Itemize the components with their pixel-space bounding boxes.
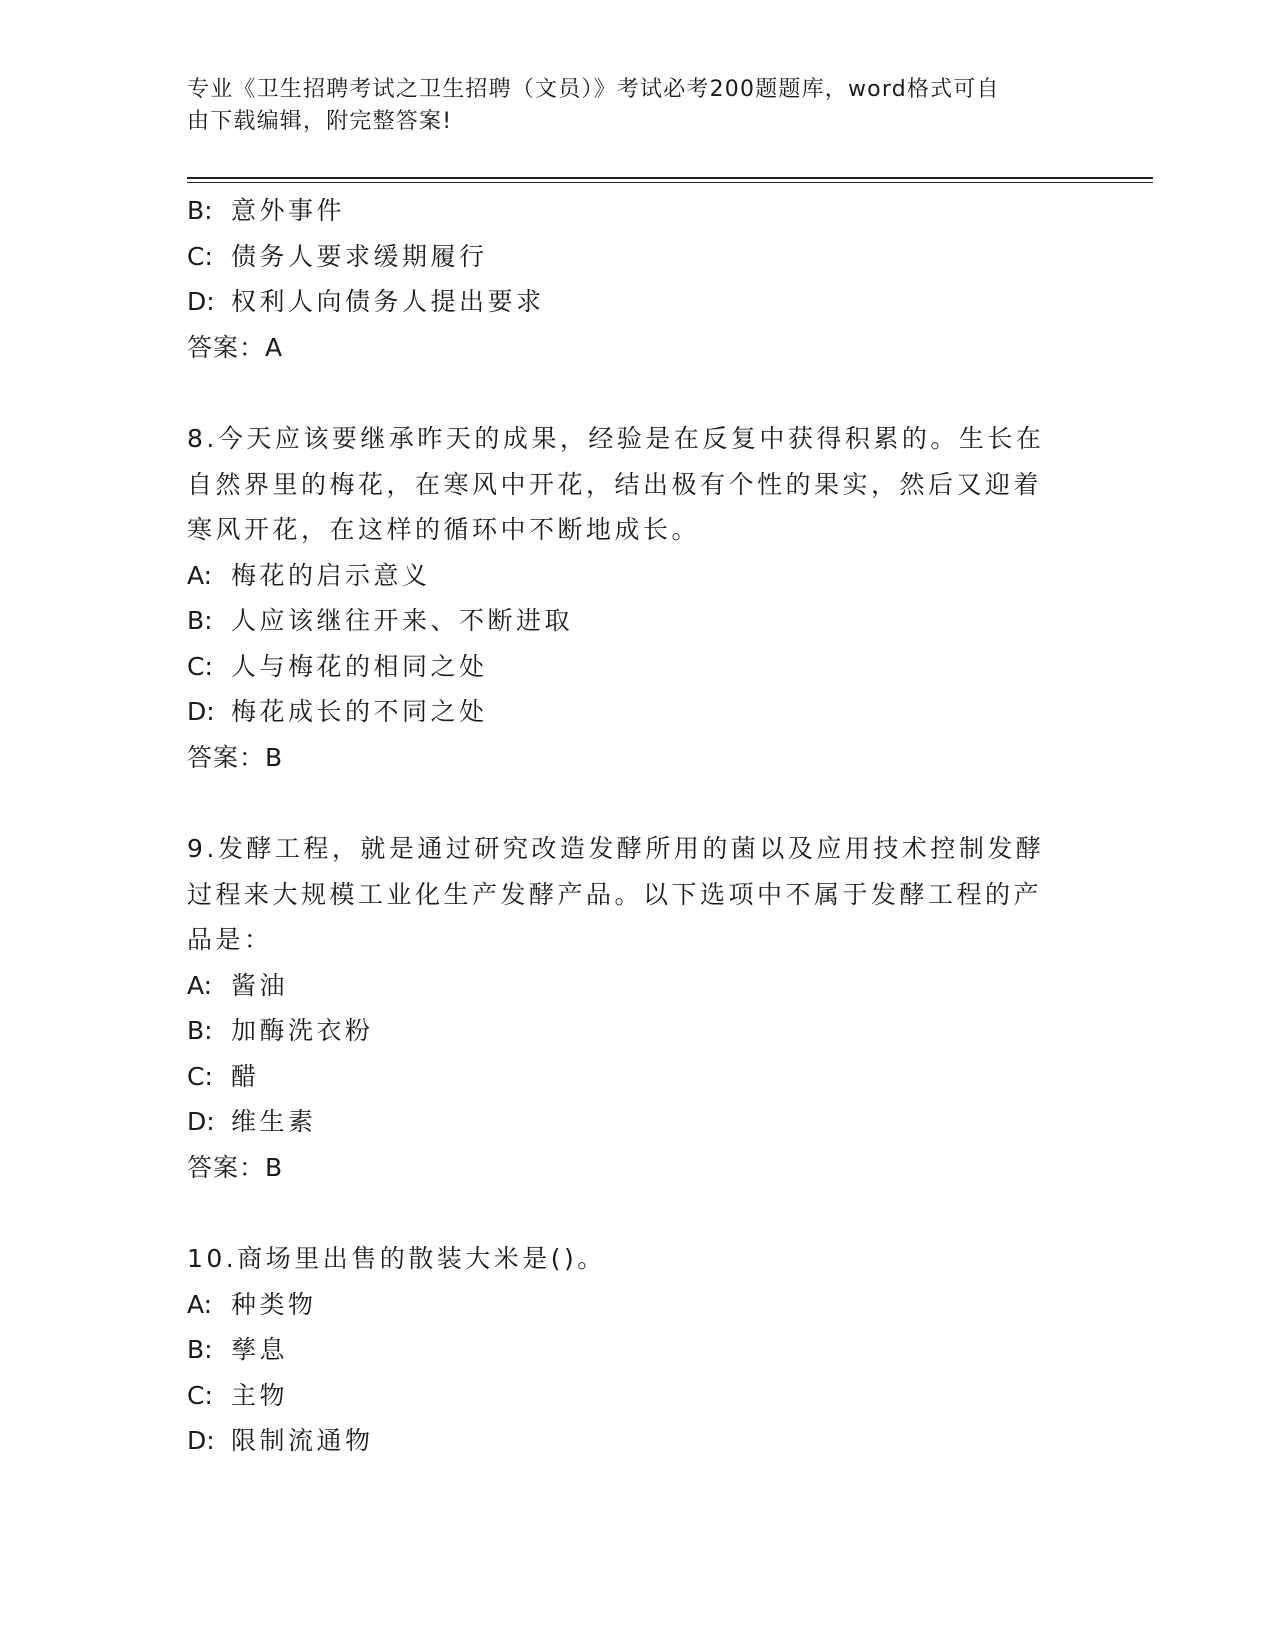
option-text: 维生素 bbox=[231, 1107, 317, 1136]
option-c bbox=[187, 644, 1067, 690]
option-c bbox=[187, 1373, 1067, 1419]
spacer bbox=[187, 1190, 1067, 1236]
option-text: 限制流通物 bbox=[231, 1426, 374, 1455]
spacer bbox=[187, 370, 1067, 416]
option-label: A: bbox=[187, 970, 213, 1000]
option-a bbox=[187, 1282, 1067, 1328]
option-label: B: bbox=[187, 1335, 213, 1364]
option-b bbox=[187, 1327, 1067, 1373]
option-c bbox=[187, 234, 1067, 280]
option-label: B: bbox=[187, 196, 213, 225]
header-divider-thin bbox=[187, 182, 1153, 183]
option-label: B: bbox=[187, 606, 213, 635]
question-stem-line: 过程来大规模工业化生产发酵产品。以下选项中不属于发酵工程的产 bbox=[187, 879, 1043, 909]
option-text: 醋 bbox=[231, 1061, 260, 1091]
option-label: C: bbox=[187, 1061, 213, 1091]
option-text: 酱油 bbox=[231, 970, 289, 1000]
option-a bbox=[187, 553, 1067, 599]
option-label: D: bbox=[187, 697, 215, 726]
question-stem-line: 自然界里的梅花，在寒风中开花，结出极有个性的果实，然后又迎着 bbox=[187, 469, 1043, 499]
question-stem-line: 9.发酵工程，就是通过研究改造发酵所用的菌以及应用技术控制发酵 bbox=[187, 834, 1045, 863]
option-label: A: bbox=[187, 560, 213, 590]
option-label: C: bbox=[187, 651, 213, 681]
option-label: B: bbox=[187, 1016, 213, 1045]
document-body bbox=[187, 188, 1067, 1464]
question-8 bbox=[187, 416, 1067, 780]
question-stem-line: 寒风开花，在这样的循环中不断地成长。 bbox=[187, 515, 701, 544]
option-a bbox=[187, 963, 1067, 1009]
spacer bbox=[187, 780, 1067, 826]
option-d bbox=[187, 1099, 1067, 1145]
option-d bbox=[187, 1418, 1067, 1464]
question-10 bbox=[187, 1236, 1067, 1464]
header-line-1: 专业《卫生招聘考试之卫生招聘（文员）》考试必考200题题库，word格式可自 bbox=[187, 77, 1000, 102]
option-c bbox=[187, 1054, 1067, 1100]
header-divider-thick bbox=[187, 177, 1153, 179]
question-stem-line: 10.商场里出售的散装大米是()。 bbox=[187, 1244, 606, 1273]
question-stem-line: 品是： bbox=[187, 925, 273, 954]
option-label: D: bbox=[187, 1107, 215, 1136]
option-text: 主物 bbox=[231, 1380, 289, 1410]
option-text: 债务人要求缓期履行 bbox=[231, 241, 488, 271]
option-text: 意外事件 bbox=[231, 196, 346, 225]
option-b bbox=[187, 1008, 1067, 1054]
option-d bbox=[187, 689, 1067, 735]
answer: 答案：B bbox=[187, 1152, 284, 1182]
option-text: 人应该继往开来、不断进取 bbox=[231, 606, 574, 635]
option-label: A: bbox=[187, 1289, 213, 1319]
option-b bbox=[187, 598, 1067, 644]
option-text: 孳息 bbox=[231, 1335, 289, 1364]
question-7 bbox=[187, 188, 1067, 370]
answer: 答案：B bbox=[187, 742, 284, 772]
option-text: 梅花成长的不同之处 bbox=[231, 697, 488, 726]
question-9 bbox=[187, 826, 1067, 1190]
option-text: 人与梅花的相同之处 bbox=[231, 651, 488, 681]
option-d bbox=[187, 279, 1067, 325]
option-label: C: bbox=[187, 241, 213, 271]
option-b bbox=[187, 188, 1067, 234]
option-text: 权利人向债务人提出要求 bbox=[231, 287, 545, 316]
option-text: 梅花的启示意义 bbox=[231, 560, 431, 590]
question-stem-line: 8.今天应该要继承昨天的成果，经验是在反复中获得积累的。生长在 bbox=[187, 424, 1045, 453]
document-header bbox=[187, 74, 1067, 138]
option-label: D: bbox=[187, 1426, 215, 1455]
option-text: 加酶洗衣粉 bbox=[231, 1016, 374, 1045]
option-text: 种类物 bbox=[231, 1289, 317, 1319]
option-label: D: bbox=[187, 287, 215, 316]
answer: 答案：A bbox=[187, 332, 284, 362]
option-label: C: bbox=[187, 1380, 213, 1410]
header-line-2: 由下载编辑，附完整答案! bbox=[187, 109, 453, 134]
